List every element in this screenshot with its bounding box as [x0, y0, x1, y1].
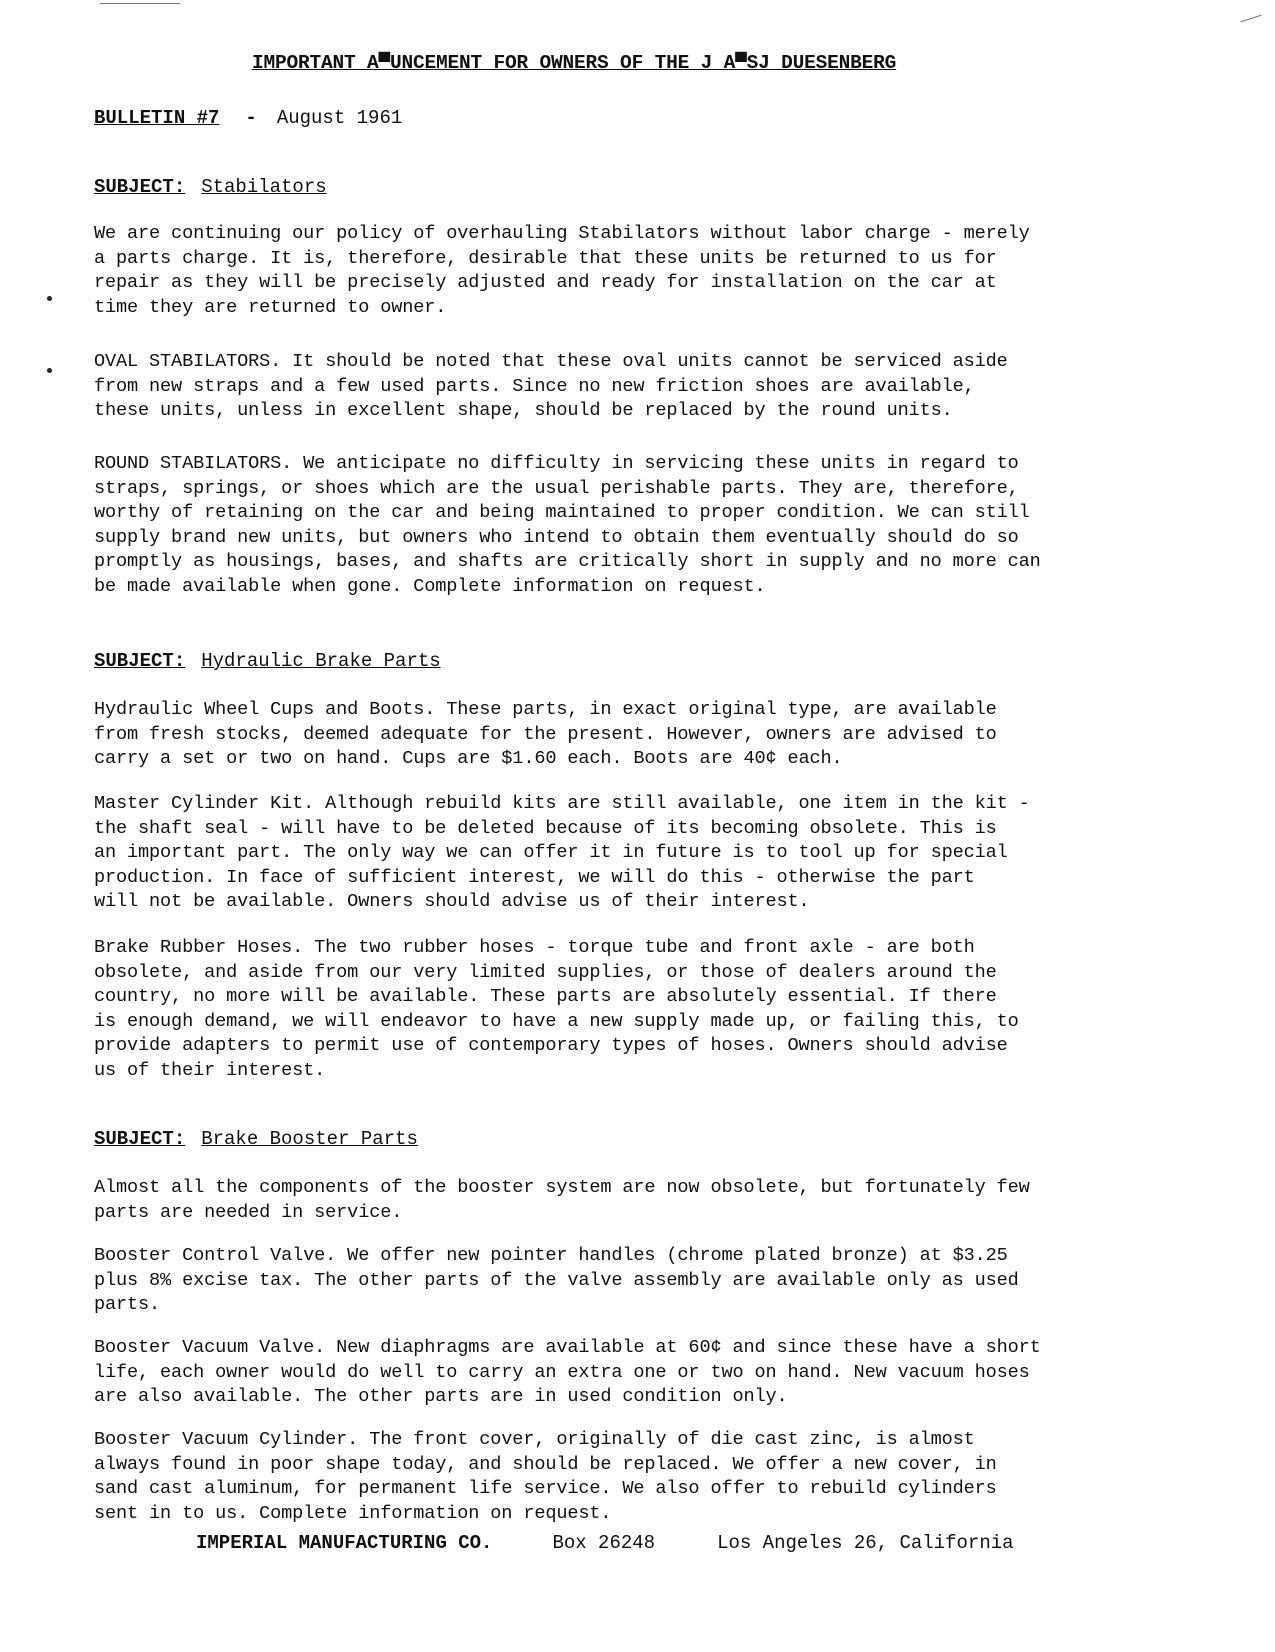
scan-artifact	[100, 3, 180, 4]
paragraph: Booster Control Valve. We offer new pointer handles (chrome plated bronze) at $3.25 plus 8% excise tax. The other parts of the valve assembly are available only as used parts.	[94, 1245, 1019, 1315]
scan-artifact	[1240, 15, 1261, 23]
paragraph: We are continuing our policy of overhauling Stabilators without labor charge - merely a parts charge. It is, therefore, desirable that these units be returned to us for repair as they will be precisely adjusted and ready for installation on the car at time they are returned to owner.	[94, 223, 1030, 318]
paragraph: Brake Rubber Hoses. The two rubber hoses - torque tube and front axle - are both obsolete, and aside from our very limited supplies, or those of dealers around the country, no more will be available. These parts are absolutely essential. If there is enough demand, we will endeavor to have a new supply made up, or failing this, to provide adapters to permit use of contemporary types of hoses. Owners should advise us of their interest.	[94, 937, 1019, 1081]
footer-address	[196, 1532, 1014, 1554]
subject-heading	[94, 650, 441, 672]
bulletin-separator: -	[245, 107, 257, 129]
subject-heading	[94, 1128, 418, 1150]
city-address: Los Angeles 26, California	[717, 1532, 1014, 1554]
subject-heading	[94, 176, 327, 198]
paragraph: Booster Vacuum Valve. New diaphragms are available at 60¢ and since these have a short life, each owner would do well to carry an extra one or two on hand. New vacuum hoses are also available. The other parts are in used condition only.	[94, 1337, 1041, 1407]
paragraph: Booster Vacuum Cylinder. The front cover, originally of die cast zinc, is almost always found in poor shape today, and should be replaced. We offer a new cover, in sand cast aluminum, for permanent life service. We also offer to rebuild cylinders sent in to us. Complete information on request.	[94, 1429, 997, 1524]
bulletin-line	[94, 107, 402, 129]
po-box: Box 26248	[552, 1532, 656, 1554]
announcement-title: IMPORTANT A▀UNCEMENT FOR OWNERS OF THE J A▀SJ DUESENBERG	[252, 52, 897, 74]
subject-title: Stabilators	[201, 176, 327, 198]
paragraph: Almost all the components of the booster system are now obsolete, but fortunately few parts are needed in service.	[94, 1177, 1030, 1223]
subject-label: SUBJECT:	[94, 1128, 186, 1150]
margin-dot	[47, 368, 52, 373]
subject-title: Brake Booster Parts	[201, 1128, 418, 1150]
bulletin-number: BULLETIN #7	[94, 107, 220, 129]
paragraph: ROUND STABILATORS. We anticipate no difficulty in servicing these units in regard to straps, springs, or shoes which are the usual perishable parts. They are, therefore, worthy of retaining on the car and being maintained to proper condition. We can still supply brand new units, but owners who intend to obtain them eventually should do so promptly as housings, bases, and shafts are critically short in supply and no more can be made available when gone. Complete information on request.	[94, 453, 1041, 597]
subject-label: SUBJECT:	[94, 176, 186, 198]
subject-title: Hydraulic Brake Parts	[201, 650, 441, 672]
company-name: IMPERIAL MANUFACTURING CO.	[196, 1532, 493, 1554]
subject-label: SUBJECT:	[94, 650, 186, 672]
bulletin-date: August 1961	[276, 107, 403, 129]
paragraph: Master Cylinder Kit. Although rebuild kits are still available, one item in the kit - the shaft seal - will have to be deleted because of its becoming obsolete. This is an important part. The only way we can offer it in future is to tool up for special production. In face of sufficient interest, we will do this - otherwise the part will not be available. Owners should advise us of their interest.	[94, 793, 1030, 912]
paragraph: Hydraulic Wheel Cups and Boots. These parts, in exact original type, are available from fresh stocks, deemed adequate for the present. However, owners are advised to carry a set or two on hand. Cups are $1.60 each. Boots are 40¢ each.	[94, 699, 997, 769]
margin-dot	[47, 296, 52, 301]
paragraph: OVAL STABILATORS. It should be noted that these oval units cannot be serviced aside from new straps and a few used parts. Since no new friction shoes are available, these units, unless in excellent shape, should be replaced by the round units.	[94, 351, 1008, 421]
